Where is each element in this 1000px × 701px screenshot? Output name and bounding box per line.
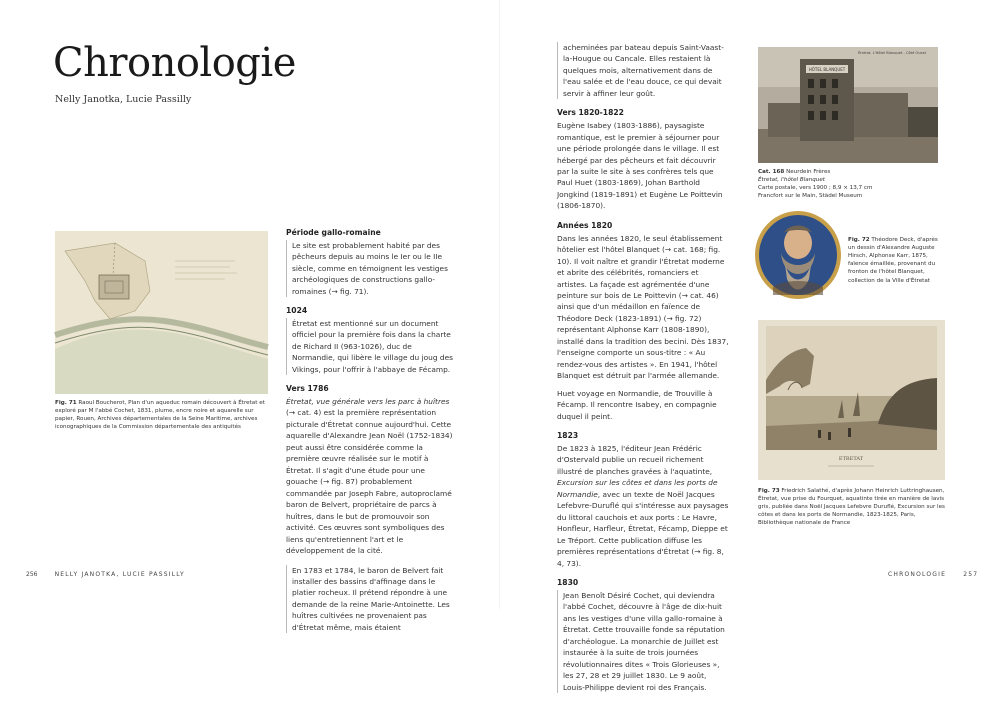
page-number-right: 257: [963, 571, 979, 578]
entry-heading: 1830: [557, 578, 579, 588]
fig71-aqueduct-plan: [55, 231, 268, 394]
cat168-collection: Francfort sur le Main, Städel Museum: [758, 193, 863, 200]
authors: Nelly Janotka, Lucie Passilly: [55, 94, 192, 105]
running-head-left: NELLY JANOTKA, LUCIE PASSILLY: [54, 571, 185, 578]
entry-text: Eugène Isabey (1803-1886), paysagiste romantique, est le premier à séjourner pour une période prolongée dans le village. Il est hébergé par des pêcheurs et fait découvrir par la suite le site à ses confrères tels que Paul Huet (1803-1869), Johan Barthold Jongkind (1819-1891) et Eugène Le Poittevin (1806-1870).: [557, 121, 723, 211]
artwork-title: Étretat, vue générale vers les parc à huîtres: [286, 396, 450, 406]
entry-text: acheminées par bateau depuis Saint-Vaast-la-Hougue ou Cancale. Elles restaient là quelques mois, alternativement dans de l'eau salée et de l'eau douce, ce qui devait servir à affiner leur goût.: [557, 42, 729, 99]
chronology-column-2: [557, 42, 729, 701]
cross-reference: (→ cat. 4): [286, 408, 322, 418]
fig71-caption: [55, 399, 271, 431]
engraving-label: ETRETAT: [838, 456, 864, 462]
right-folio: [888, 571, 978, 578]
entry-text: Huet voyage en Normandie, de Trouville à Fécamp. Il rencontre Isabey, en compagnie duquel il peint.: [557, 388, 717, 421]
entry-gallo-romaine: [286, 227, 456, 297]
etretat-engraving-illustration: [758, 320, 945, 480]
fig73-text: Friedrich Salathé, d'après Johann Heinrich Luttringhausen, Étretat, vue prise du Fourquet, aquatinte tirée en manière de lavis gris, publiée dans Noël Jacques Lefebvre Duruflé, Excursion sur les côtes et dans les ports de Normandie, 1823-1825, Paris, Bibliothèque nationale de France: [758, 488, 945, 527]
cat168-caption: [758, 168, 918, 200]
aqueduct-plan-illustration: [55, 231, 268, 394]
entry-1820-1822: [557, 107, 729, 212]
entry-text: [286, 396, 456, 557]
entry-1786: [286, 383, 456, 556]
book-title: Excursion sur les côtes et dans les ports de Normandie: [557, 478, 718, 499]
running-head-right: CHRONOLOGIE: [888, 571, 947, 578]
entry-heading: Vers 1820-1822: [557, 108, 624, 118]
fig72-medallion: [753, 209, 843, 301]
entry-heading: 1024: [286, 306, 308, 316]
entry-body: De 1823 à 1825, l'éditeur Jean Frédéric d'Ostervald publie un recueil richement illustré de planches gravées à l'aquatinte,: [557, 443, 713, 476]
entry-body: , avec un texte de Noël Jacques Lefebvre-Duruflé qui s'intéresse aux paysages du littoral cauchois et aux ports : Le Havre, Honfleur, Harfleur, Étretat, Fécamp, Dieppe et Le Tréport. Cette publication diffuse les premières représentations d'Étretat (→ fig. 8, 4, 73).: [557, 489, 729, 568]
hotel-blanquet-photo: [758, 47, 938, 163]
fig71-label: Fig. 71: [55, 400, 77, 406]
entry-text: [557, 443, 729, 569]
entry-1024: [286, 305, 456, 375]
fig72-label: Fig. 72: [848, 237, 870, 243]
page-number-left: 256: [26, 571, 38, 578]
entry-heading: Période gallo-romaine: [286, 228, 381, 237]
entry-text: En 1783 et 1784, le baron de Belvert fait installer des bassins d'affinage dans le platier rocheux. Il prétend répondre à une demande de la reine Marie-Antoinette. Les huîtres cultivées ne provenaient pas d'Étretat même, mais étaient: [286, 565, 456, 634]
fig73-label: Fig. 73: [758, 488, 780, 494]
page-title: Chronologie: [53, 40, 296, 86]
fig72-text: Théodore Deck, d'après un dessin d'Alexandre Auguste Hirsch, Alphonse Karr, 1875, faïence émaillée, provenant du fronton de l'hôtel Blanquet, collection de la Ville d'Étretat: [848, 237, 938, 284]
fig72-caption: [848, 236, 940, 285]
entry-1823: [557, 430, 729, 569]
entry-1783: [286, 565, 456, 634]
entry-text: Le site est probablement habité par des pêcheurs depuis au moins le Ier ou le IIe siècle, comme en témoignent les vestiges archéologiques de constructions gallo-romaines (→ fig. 71).: [286, 240, 456, 297]
entry-body: est la première représentation picturale d'Étretat connue aujourd'hui. Cette aquarelle d'Alexandre Jean Noël (1752-1834) peut aussi être considérée comme la première œuvre réalisée sur le motif à Étretat. Il s'agit d'une étude pour une gouache (→ fig. 87) probablement commandée par Joseph Fabre, autoproclamé baron de Belvert, propriétaire de parcs à huîtres, dans le but de promouvoir son activité. Ces œuvres sont symboliques des liens qu'entretiennent l'art et le développement de la cité.: [286, 408, 453, 556]
cat168-hotel-postcard: [758, 47, 938, 163]
entry-text: Étretat est mentionné sur un document officiel pour la première fois dans la charte de Richard II (963-1026), duc de Normandie, qui libère le village du joug des Vikings, pour l'offrir à l'abbaye de Fécamp.: [286, 318, 456, 375]
right-page: [500, 0, 1000, 692]
cat168-label: Cat. 168: [758, 169, 785, 175]
left-page: [0, 0, 500, 632]
entry-continuation: [557, 42, 729, 99]
left-folio: [26, 571, 185, 578]
cat168-line-label: [758, 168, 918, 176]
fig73-engraving: [758, 320, 945, 480]
hotel-sign: HÔTEL BLANQUET: [808, 67, 846, 72]
entry-heading: Vers 1786: [286, 384, 329, 394]
fig73-caption: [758, 487, 948, 528]
fig71-text: Raoul Boucherot, Plan d'un aqueduc romain découvert à Étretat et exploré par M l'abbé Cochet, 1831, plume, encre noire et aquarelle sur papier, Rouen, Archives départementales de la Seine Maritime, archives iconographiques de la Commission départementale des antiquités: [55, 400, 265, 431]
entry-heading: Années 1820: [557, 220, 613, 230]
cat168-title: Étretat, l'hôtel Blanquet: [758, 177, 825, 184]
entry-heading: 1823: [557, 431, 579, 441]
chronology-column-1: [286, 227, 456, 641]
entry-text: Jean Benoît Désiré Cochet, qui deviendra l'abbé Cochet, découvre à l'âge de dix-huit ans les vestiges d'une villa gallo-romaine à Étretat. Cette trouvaille fonde sa réputation d'archéologue. La monarchie de Juillet est instaurée à la suite de trois journées révolutionnaires dites « Trois Glorieuses », les 27, 28 et 29 juillet 1830. Le 9 août, Louis-Philippe devient roi des Français.: [557, 590, 729, 693]
alphonse-karr-medallion: [753, 209, 843, 301]
entry-1830: [557, 577, 729, 693]
entry-annees-1820: [557, 220, 729, 422]
entry-text: Dans les années 1820, le seul établissement hôtelier est l'hôtel Blanquet (→ cat. 168; fig. 10). Il voit naître et grandir l'Étretat moderne et abrite des célébrités, romanciers et artistes. La façade est agrémentée d'une peinture sur bois de Le Poittevin (→ cat. 46) ainsi que d'un médaillon en faïence de Théodore Deck (1823-1891) (→ fig. 72) représentant Alphonse Karr (1808-1890), installé dans la tradition des becini. Dès 1837, l'enseigne comporte un sous-titre : « Au rendez-vous des artistes ». En 1941, l'hôtel Blanquet est détruit par l'armée allemande.: [557, 233, 729, 381]
cat168-medium: Carte postale, vers 1900 ; 8,9 × 13,7 cm: [758, 185, 873, 192]
postcard-inscription: Étretat. L'Hôtel Blanquet - Côté Ouest: [858, 51, 927, 55]
cat168-author: Neurdein Frères: [786, 169, 831, 175]
